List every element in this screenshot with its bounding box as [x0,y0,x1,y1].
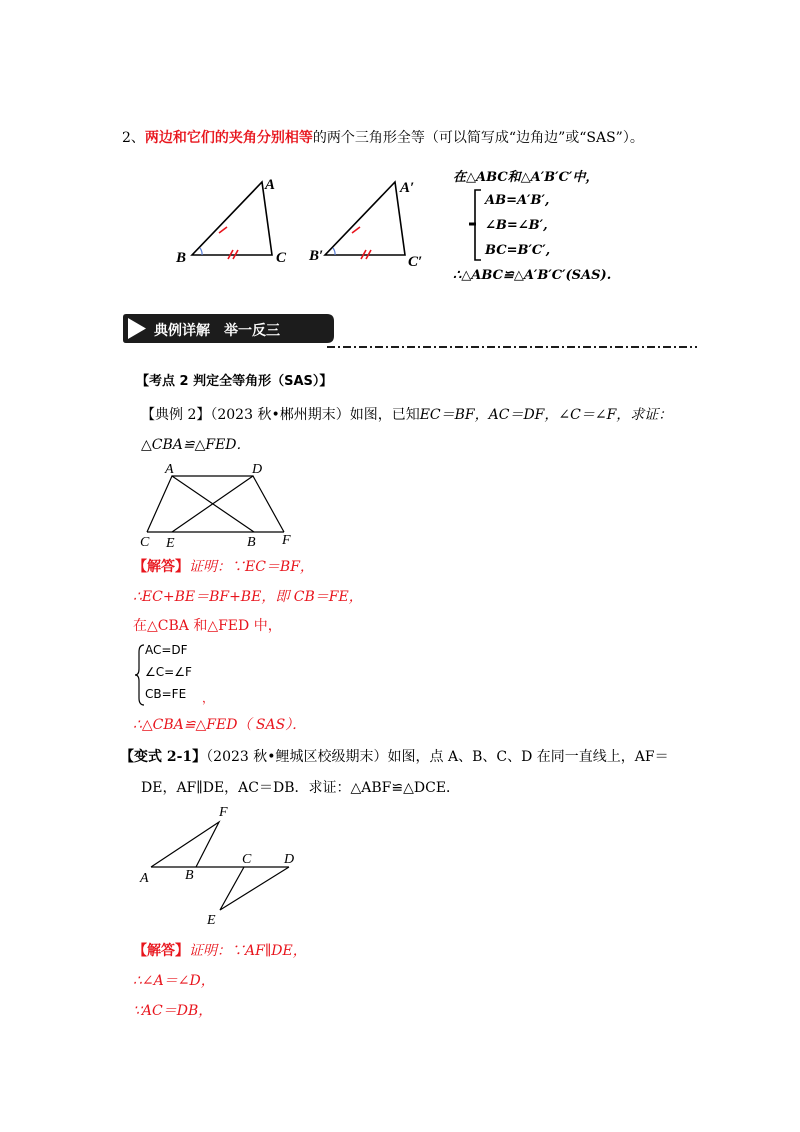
variant-figure [134,800,309,925]
label-b1: B′ [309,248,324,264]
proof-conclusion: ∴△ABC≌△A′B′C′(SAS). [453,268,612,283]
example-goal: △CBA≌△FED． [141,437,251,453]
example-answer-tag: 【解答】 [133,559,189,575]
var-label-c: C [242,852,252,867]
system-row-1: AC=DF [145,643,188,657]
intro-highlight: 两边和它们的夹角分别相等 [144,130,313,146]
proof-cond2: ∠B=∠B′, [485,218,548,233]
variant-tag: 【变式 2-1】 [120,749,207,765]
variant-answer-tag: 【解答】 [133,943,189,959]
variant-answer-line2: ∴∠A＝∠D， [133,973,215,989]
section-banner [122,310,697,350]
label-c: C [276,250,287,266]
banner-label: 典例详解 举一反三 [154,323,280,339]
var-label-f: F [219,805,228,820]
intro-number: 2、 [122,130,145,146]
topic-title: 【考点 2 判定全等角形（SAS）】 [136,374,333,389]
triangle-fed [172,476,284,532]
example-answer-text1: 证明：∵EC＝BF， [189,559,314,575]
angle-b-arc [200,248,202,255]
triangle-dce [220,867,289,910]
variant-answer-text1: 证明：∵AF∥DE， [189,943,307,959]
intro-rest: 的两个三角形全等（可以简写成“边角边”或“SAS”）。 [312,130,644,146]
label-b: B [176,250,187,266]
intro-line [122,131,644,145]
example-answer-line3: 在△CBA 和△FED 中， [133,618,282,634]
example-tag: 【典例 2】 [141,407,211,423]
ex-label-c: C [140,535,150,550]
example-equation-system [134,642,254,708]
tick-ab [219,227,227,233]
example-line1 [141,408,672,422]
variant-line1 [120,750,669,764]
sas-triangles-figure [170,170,440,275]
triangle-abc [192,182,272,255]
triangle-a1b1c1 [325,182,405,255]
var-label-d: D [284,852,295,867]
system-comma: ， [202,691,215,705]
ex-label-a: A [165,462,174,477]
variant-answer-line1 [133,944,307,958]
var-label-b: B [185,868,194,883]
variant-text1: （2023 秋•鲤城区校级期末）如图，点 A、B、C、D 在同一直线上，AF＝ [206,749,669,765]
variant-line2: DE，AF∥DE，AC＝DB．求证：△ABF≌△DCE． [141,780,461,796]
var-label-e: E [207,913,216,925]
system-row-2: ∠C=∠F [145,665,192,679]
triangle-cba [147,476,254,532]
example-conclusion: ∴△CBA≌△FED（ SAS）． [133,717,307,733]
ex-label-e: E [166,536,175,550]
variant-answer-line3: ∵AC＝DB， [133,1003,213,1019]
tick-a1b1 [352,227,360,233]
system-row-3: CB=FE [145,687,187,701]
example-answer-line1 [133,560,314,574]
label-a: A [265,177,276,193]
ex-label-d: D [252,462,263,477]
label-a1: A′ [400,180,415,196]
example-given: EC＝BF，AC＝DF，∠C＝∠F，求证： [419,407,673,423]
label-c1: C′ [408,254,423,270]
proof-brace [467,188,483,262]
ex-label-b: B [247,535,256,550]
angle-b1-arc [333,248,335,255]
ex-label-f: F [282,533,291,548]
proof-cond3: BC=B′C′, [485,243,551,258]
var-label-a: A [140,871,149,886]
example-figure [134,460,299,550]
triangle-abf [151,822,219,867]
proof-line1: 在△ABC和△A′B′C′中， [453,170,599,185]
proof-cond1: AB=A′B′, [485,193,550,208]
example-source: （2023 秋•郴州期末）如图，已知 [210,407,420,423]
example-answer-line2: ∴EC+BE＝BF+BE，即 CB＝FE， [133,589,363,605]
